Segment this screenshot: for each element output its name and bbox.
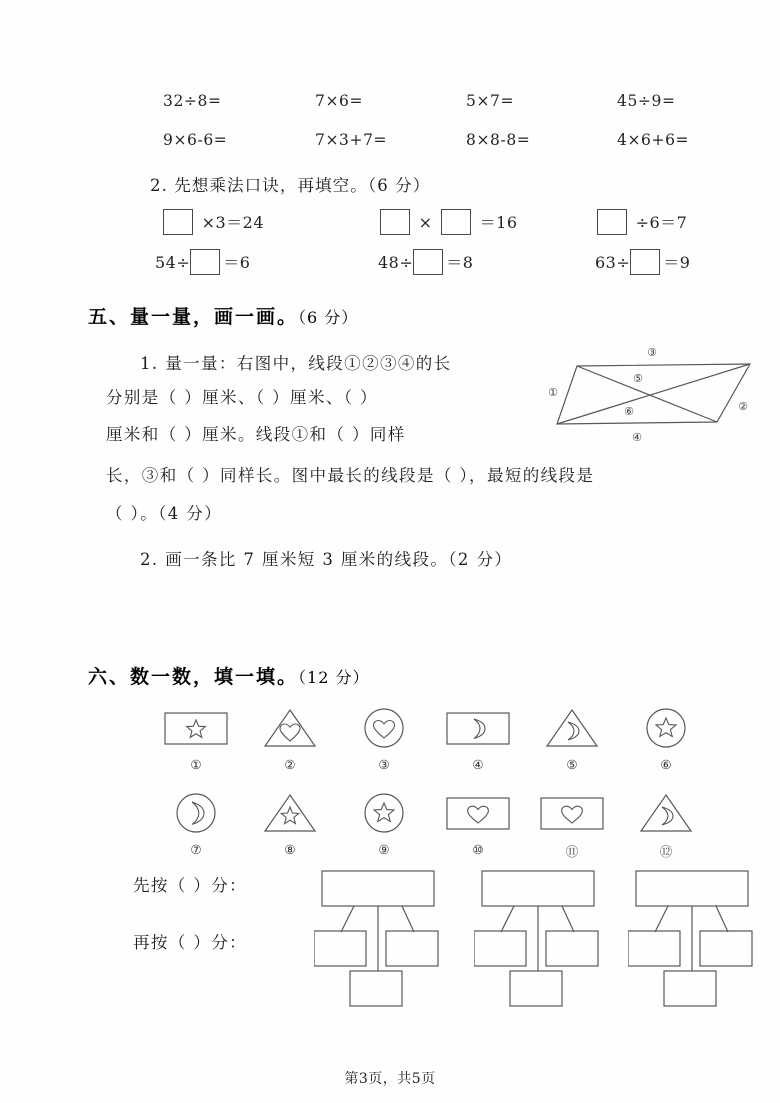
section-five-score: （6 分）: [298, 308, 359, 327]
shape-figure: [336, 702, 432, 754]
shape-label: ⑤: [566, 757, 578, 772]
shape-label: ④: [472, 757, 484, 772]
shape-item: [524, 702, 620, 772]
shape-figure: [148, 702, 244, 754]
tree-right-box: [546, 931, 598, 966]
shape-figure: [148, 787, 244, 839]
shape-figure: [618, 702, 714, 754]
shape-item: [336, 702, 432, 772]
arithmetic-item: 32÷8=: [163, 92, 222, 110]
shape-item: [242, 702, 338, 772]
tree-left-box: [474, 931, 526, 966]
section-five-line-2: 分别是（ ）厘米、（ ）厘米、（ ）: [106, 388, 378, 407]
svg-text:①: ①: [548, 386, 558, 399]
shape-label: ①: [190, 757, 202, 772]
shape-label: ⑦: [190, 842, 202, 857]
arithmetic-item: 8×8-8=: [466, 131, 531, 149]
tree-left-box: [628, 931, 680, 966]
shape-label: ⑫: [659, 844, 673, 859]
section-six-title: 六、数一数，填一填。: [88, 666, 299, 688]
tree-top-box: [636, 871, 748, 906]
fill-in-equation-2: × ＝16: [380, 209, 521, 235]
tree-bottom-box: [510, 971, 562, 1006]
section-five-line-4: 长，③和（ ）同样长。图中最长的线段是（ ），最短的线段是: [106, 466, 595, 485]
tree-right-box: [700, 931, 752, 966]
shape-item: [524, 787, 620, 860]
fill-in-equation-6: 63÷ ＝9: [595, 249, 693, 275]
shape-item: [242, 787, 338, 857]
svg-text:③: ③: [647, 346, 657, 359]
shape-figure: [524, 787, 620, 839]
section-six-heading: [88, 662, 369, 689]
tree-right-box: [386, 931, 438, 966]
shape-figure: [430, 702, 526, 754]
section-five-line-6: 2. 画一条比 7 厘米短 3 厘米的线段。（2 分）: [140, 550, 513, 569]
shape-figure: [618, 787, 714, 839]
tree-bottom-box: [664, 971, 716, 1006]
classification-tree: [628, 868, 780, 1016]
shape-figure: [430, 787, 526, 839]
arithmetic-item: 9×6-6=: [163, 131, 228, 149]
fill-in-equation-4: 54÷ ＝6: [155, 249, 253, 275]
tree-top-box: [482, 871, 594, 906]
svg-text:④: ④: [632, 431, 642, 444]
svg-text:⑤: ⑤: [633, 372, 643, 385]
answer-box[interactable]: [413, 249, 443, 275]
page-footer: 第3页，共5页: [344, 1071, 436, 1087]
fill-in-equation-3: ÷6＝7: [597, 209, 690, 235]
sort-label-second: 再按（ ）分：: [133, 933, 248, 952]
shape-item: [430, 787, 526, 857]
fill-in-equation-1: ×3＝24: [163, 209, 267, 235]
shape-figure: [336, 787, 432, 839]
shape-label: ⑨: [378, 842, 390, 857]
shape-label: ⑩: [472, 842, 484, 857]
shape-item: [148, 702, 244, 772]
tree-top-box: [322, 871, 434, 906]
shape-label: ⑥: [660, 757, 672, 772]
svg-text:⑥: ⑥: [624, 405, 634, 418]
shape-item: [148, 787, 244, 857]
svg-text:②: ②: [738, 400, 748, 413]
answer-box[interactable]: [190, 249, 220, 275]
shape-item: [430, 702, 526, 772]
arithmetic-item: 7×3+7=: [315, 131, 388, 149]
arithmetic-item: 5×7=: [466, 92, 515, 110]
answer-box[interactable]: [380, 209, 410, 235]
classification-tree: [314, 868, 470, 1016]
parallelogram-figure: [545, 344, 765, 444]
arithmetic-item: 7×6=: [315, 92, 364, 110]
shape-label: ⑪: [565, 844, 579, 859]
section-five-line-1: 1. 量一量：右图中，线段①②③④的长: [140, 354, 452, 373]
tree-left-box: [314, 931, 366, 966]
shape-item: [618, 787, 714, 860]
arithmetic-item: 4×6+6=: [617, 131, 690, 149]
fill-in-equation-5: 48÷ ＝8: [378, 249, 476, 275]
shape-figure: [242, 702, 338, 754]
shape-figure: [524, 702, 620, 754]
section-five-heading: [88, 302, 358, 329]
section-five-title: 五、量一量，画一画。: [88, 306, 299, 328]
arithmetic-item: 45÷9=: [617, 92, 676, 110]
shape-label: ③: [378, 757, 390, 772]
section-five-line-5: （ ）。（4 分）: [106, 504, 223, 523]
section-six-score: （12 分）: [298, 668, 370, 687]
shape-label: ②: [284, 757, 296, 772]
shape-label: ⑧: [284, 842, 296, 857]
section-five-line-3: 厘米和（ ）厘米。线段①和（ ）同样: [106, 425, 406, 444]
shape-figure: [242, 787, 338, 839]
answer-box[interactable]: [597, 209, 627, 235]
shape-item: [336, 787, 432, 857]
tree-bottom-box: [350, 971, 402, 1006]
shape-item: [618, 702, 714, 772]
answer-box[interactable]: [163, 209, 193, 235]
classification-tree: [474, 868, 630, 1016]
answer-box[interactable]: [441, 209, 471, 235]
answer-box[interactable]: [630, 249, 660, 275]
sort-label-first: 先按（ ）分：: [133, 876, 248, 895]
fill-in-prompt: 2. 先想乘法口诀，再填空。（6 分）: [150, 176, 431, 195]
